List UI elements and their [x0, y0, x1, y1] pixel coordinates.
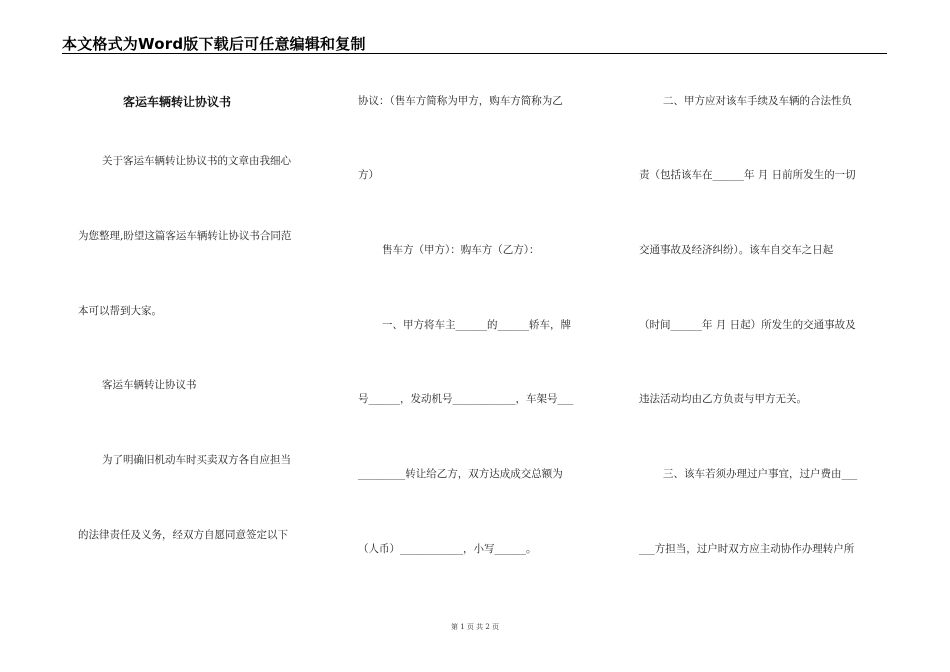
paragraph-line: 关于客运车辆转让协议书的文章由我细心: [102, 155, 291, 167]
paragraph-line: 为了明确旧机动车时买卖双方各自应担当: [102, 454, 291, 466]
paragraph-line: 为您整理,盼望这篇客运车辆转让协议书合同范: [78, 230, 292, 242]
text-column-3: [633, 0, 893, 672]
paragraph-line: 交通事故及经济纠纷）。该车自交车之日起: [639, 244, 834, 256]
paragraph-line: （时间______年 月 日起）所发生的交通事故及: [639, 319, 856, 331]
paragraph-line: 方）: [358, 169, 379, 181]
text-column-1: [62, 0, 332, 672]
paragraph-line: 一、甲方将车主______的______轿车，牌: [382, 319, 571, 331]
paragraph-line: 号______，发动机号____________，车架号___: [358, 393, 574, 405]
paragraph-line: _________转让给乙方，双方达成成交总额为: [358, 468, 563, 480]
paragraph-line: （人币）____________，小写______。: [358, 543, 537, 555]
document-title: 客运车辆转让协议书: [123, 95, 232, 109]
paragraph-line: 二、甲方应对该车手续及车辆的合法性负: [663, 95, 852, 107]
page-number: 第 1 页 共 2 页: [450, 623, 500, 631]
paragraph-line: 售车方（甲方）：购车方（乙方）：: [382, 244, 540, 256]
section-heading: 客运车辆转让协议书: [102, 379, 197, 391]
text-column-2: [352, 0, 612, 672]
paragraph-line: 违法活动均由乙方负责与甲方无关。: [639, 393, 807, 405]
paragraph-line: 三、该车若须办理过户事宜，过户费由___: [663, 468, 858, 480]
download-banner: 本文格式为Word版下载后可任意编辑和复制: [62, 35, 366, 53]
paragraph-line: 协议：（售车方简称为甲方，购车方简称为乙: [358, 95, 563, 107]
paragraph-line: ___方担当，过户时双方应主动协作办理转户所: [639, 543, 855, 555]
paragraph-line: 的法律责任及义务，经双方自愿同意签定以下: [78, 529, 288, 541]
paragraph-line: 本可以帮到大家。: [78, 305, 162, 317]
paragraph-line: 责（包括该车在______年 月 日前所发生的一切: [639, 169, 856, 181]
